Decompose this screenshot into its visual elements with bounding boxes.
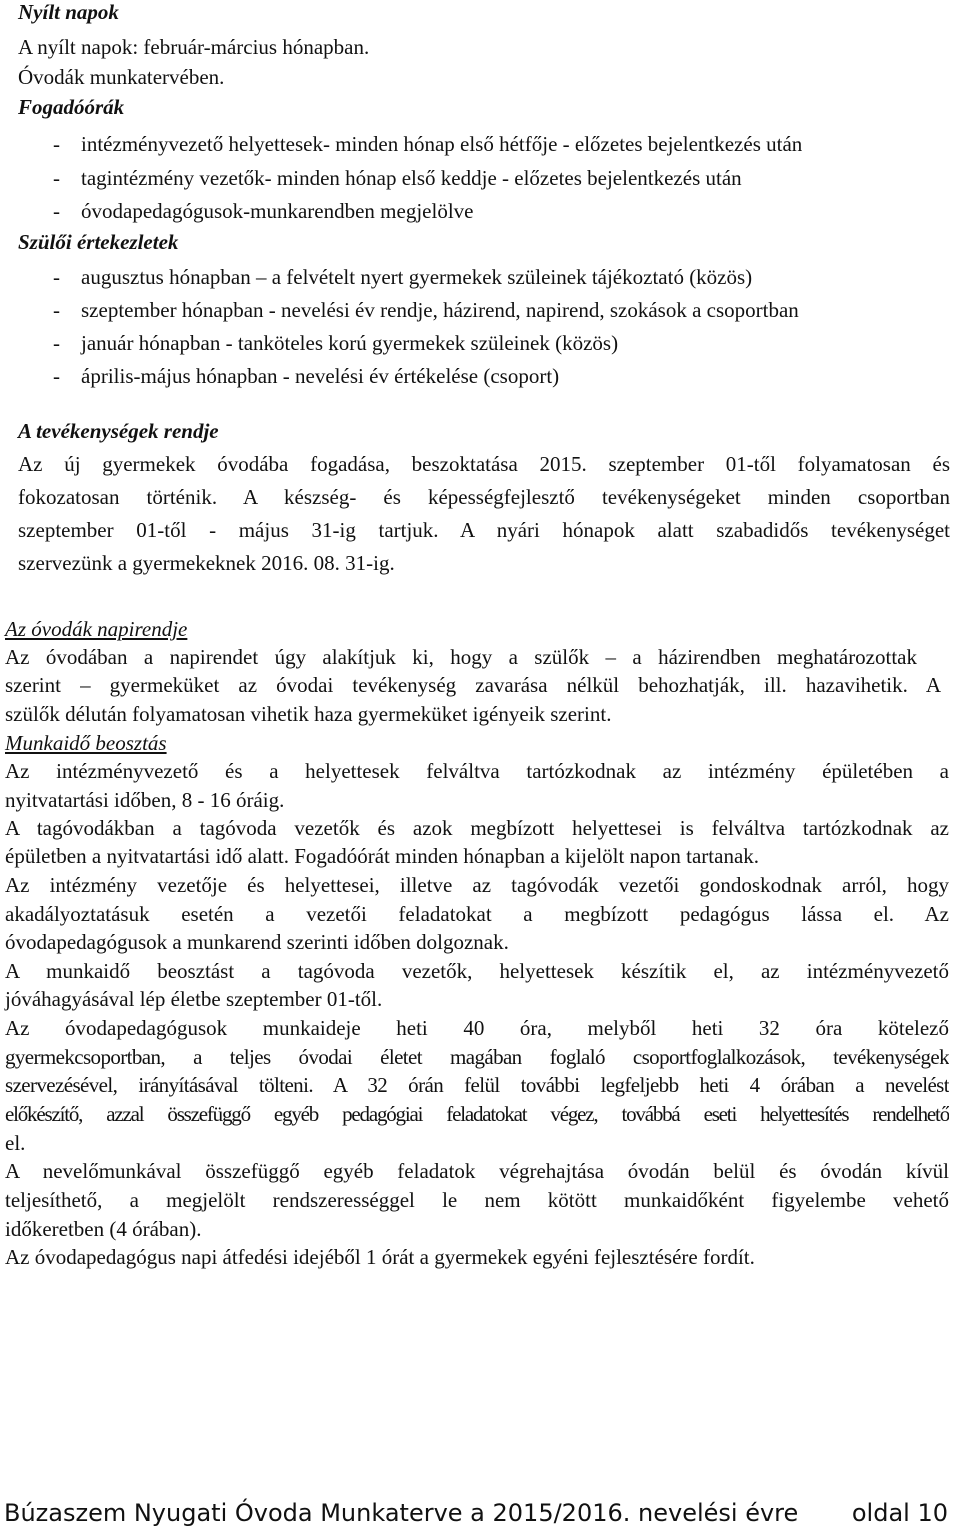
paragraph-line: Az új gyermekek óvodába fogadása, beszoktatása 2015. szeptember 01-től folyamatosan és xyxy=(18,452,950,476)
paragraph-line: A munkaidő beosztást a tagóvoda vezetők, helyettesek készítik el, az intézményvezető xyxy=(5,959,949,983)
list-item: szeptember hónapban - nevelési év rendje, házirend, napirend, szokások a csoportban xyxy=(81,298,799,322)
paragraph-line: szervezünk a gyermekeknek 2016. 08. 31-ig. xyxy=(18,551,395,575)
paragraph-line: Az intézmény vezetője és helyettesei, illetve az tagóvodák vezetői gondoskodnak arról, hogy xyxy=(5,873,949,897)
list-item: tagintézmény vezetők- minden hónap első keddje - előzetes bejelentkezés után xyxy=(81,166,742,190)
paragraph-line: A nevelőmunkával összefüggő egyéb feladatok végrehajtása óvodán belül és óvodán kívül xyxy=(5,1159,949,1183)
paragraph-line: időkeretben (4 órában). xyxy=(5,1217,202,1241)
list-item: január hónapban - tanköteles korú gyermekek szüleinek (közös) xyxy=(81,331,619,355)
footer-document-title: Búzaszem Nyugati Óvoda Munkaterve a 2015/2016. nevelési évre xyxy=(4,1499,799,1527)
list-bullet: - xyxy=(53,166,60,190)
heading-nyilt-napok: Nyílt napok xyxy=(18,0,119,24)
paragraph-line: szeptember 01-től - május 31-ig tartjuk. A nyári hónapok alatt szabadidős tevékenységet xyxy=(18,518,950,542)
paragraph-line: Az óvodában a napirendet úgy alakítjuk ki, hogy a szülők – a házirendben meghatározottak xyxy=(5,645,917,669)
heading-tevekenysegek-rendje: A tevékenységek rendje xyxy=(18,419,219,443)
list-bullet: - xyxy=(53,364,60,388)
paragraph-line: nyitvatartási időben, 8 - 16 óráig. xyxy=(5,788,285,812)
paragraph-line: el. xyxy=(5,1131,26,1155)
list-bullet: - xyxy=(53,298,60,322)
list-item: augusztus hónapban – a felvételt nyert gyermekek szüleinek tájékoztató (közös) xyxy=(81,265,753,289)
paragraph-line: óvodapedagógusok a munkarend szerinti időben dolgoznak. xyxy=(5,930,509,954)
list-item: intézményvezető helyettesek- minden hónap első hétfője - előzetes bejelentkezés után xyxy=(81,132,803,156)
list-bullet: - xyxy=(53,331,60,355)
page-footer xyxy=(0,1496,960,1531)
paragraph-line: Óvodák munkatervében. xyxy=(18,65,225,89)
list-item: április-május hónapban - nevelési év értékelése (csoport) xyxy=(81,364,560,388)
list-item: óvodapedagógusok-munkarendben megjelölve xyxy=(81,199,474,223)
paragraph-line: szerint – gyermeküket az óvodai tevékenység zavarása nélkül behozhatják, ill. hazavihetik. A xyxy=(5,673,941,697)
paragraph-line: Az óvodapedagógus napi átfedési idejéből 1 órát a gyermekek egyéni fejlesztésére fordít. xyxy=(5,1245,755,1269)
list-bullet: - xyxy=(53,199,60,223)
paragraph-line: fokozatosan történik. A készség- és képességfejlesztő tevékenységeket minden csoportban xyxy=(18,485,950,509)
paragraph-line: A nyílt napok: február-március hónapban. xyxy=(18,35,370,59)
heading-ovodak-napirendje: Az óvodák napirendje xyxy=(5,617,188,641)
paragraph-line: jóváhagyásával lép életbe szeptember 01-től. xyxy=(5,987,383,1011)
footer-page-number: oldal 10 xyxy=(851,1499,948,1527)
paragraph-line: szülők délután folyamatosan vihetik haza gyermeküket igényeik szerint. xyxy=(5,702,612,726)
paragraph-line: gyermekcsoportban, a teljes óvodai életet magában foglaló csoportfoglalkozások, tevékenységek xyxy=(5,1045,949,1069)
paragraph-line: épületben a nyitvatartási idő alatt. Fogadóórát minden hónapban a kijelölt napon tartanak. xyxy=(5,844,760,868)
paragraph-line: Az intézményvezető és a helyettesek felváltva tartózkodnak az intézmény épületében a xyxy=(5,759,949,783)
paragraph-line: akadályoztatásuk esetén a vezetői feladatokat a megbízott pedagógus lássa el. Az xyxy=(5,902,949,926)
paragraph-line: szervezésével, irányításával tölteni. A 32 órán felül további legfeljebb heti 4 órában a nevelést xyxy=(5,1073,949,1097)
heading-fogadoorak: Fogadóórák xyxy=(18,95,125,119)
heading-szuloi-ertekezletek: Szülői értekezletek xyxy=(18,230,179,254)
list-bullet: - xyxy=(53,265,60,289)
list-bullet: - xyxy=(53,132,60,156)
paragraph-line: A tagóvodákban a tagóvoda vezetők és azok megbízott helyettesei is felváltva tartózkodnak az xyxy=(5,816,949,840)
paragraph-line: Az óvodapedagógusok munkaideje heti 40 óra, melyből heti 32 óra kötelező xyxy=(5,1016,949,1040)
paragraph-line: teljesíthető, a megjelölt rendszerességgel le nem kötött munkaidőként figyelembe vehető xyxy=(5,1188,949,1212)
heading-munkaido-beosztas: Munkaidő beosztás xyxy=(5,731,167,755)
paragraph-line: előkészítő, azzal összefüggő egyéb pedagógiai feladatokat végez, továbbá eseti helyettesítés rendelhető xyxy=(5,1102,949,1126)
